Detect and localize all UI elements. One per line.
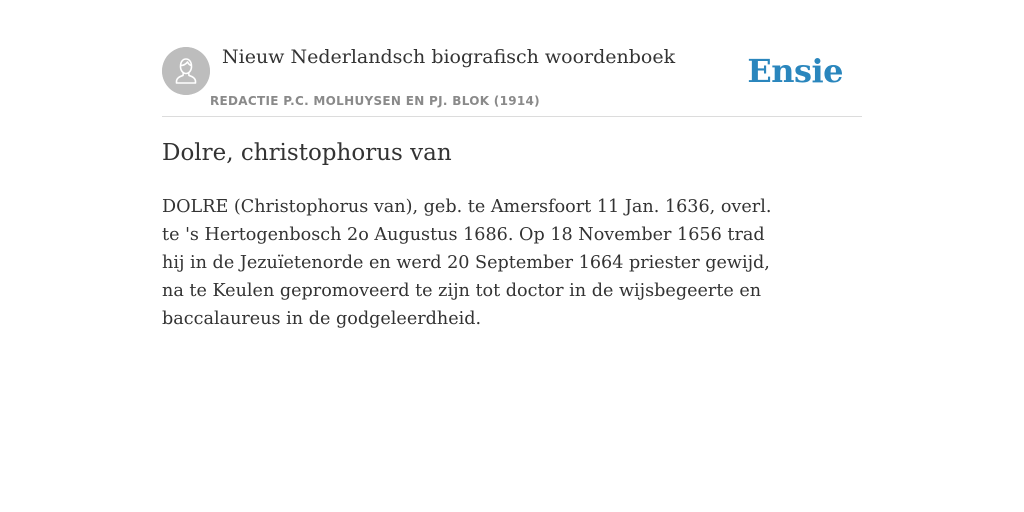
book-editors: REDACTIE P.C. MOLHUYSEN EN PJ. BLOK (1914) — [210, 94, 540, 108]
book-header — [162, 46, 862, 117]
user-placeholder-icon — [162, 47, 210, 95]
ensie-logo[interactable]: Ensie — [747, 52, 843, 90]
entry-title: Dolre, christophorus van — [162, 140, 452, 166]
book-title[interactable]: Nieuw Nederlandsch biografisch woordenboek — [222, 46, 676, 68]
entry-body: DOLRE (Christophorus van), geb. te Amersfoort 11 Jan. 1636, overl. te 's Hertogenbosch 2o Augustus 1686. Op 18 November 1656 trad hij in de Jezuïetenorde en werd 20 September 1664 priester gewijd, na te Keulen gepromoveerd te zijn tot doctor in de wijsbegeerte en baccalaureus in de godgeleerdheid. — [162, 197, 772, 329]
